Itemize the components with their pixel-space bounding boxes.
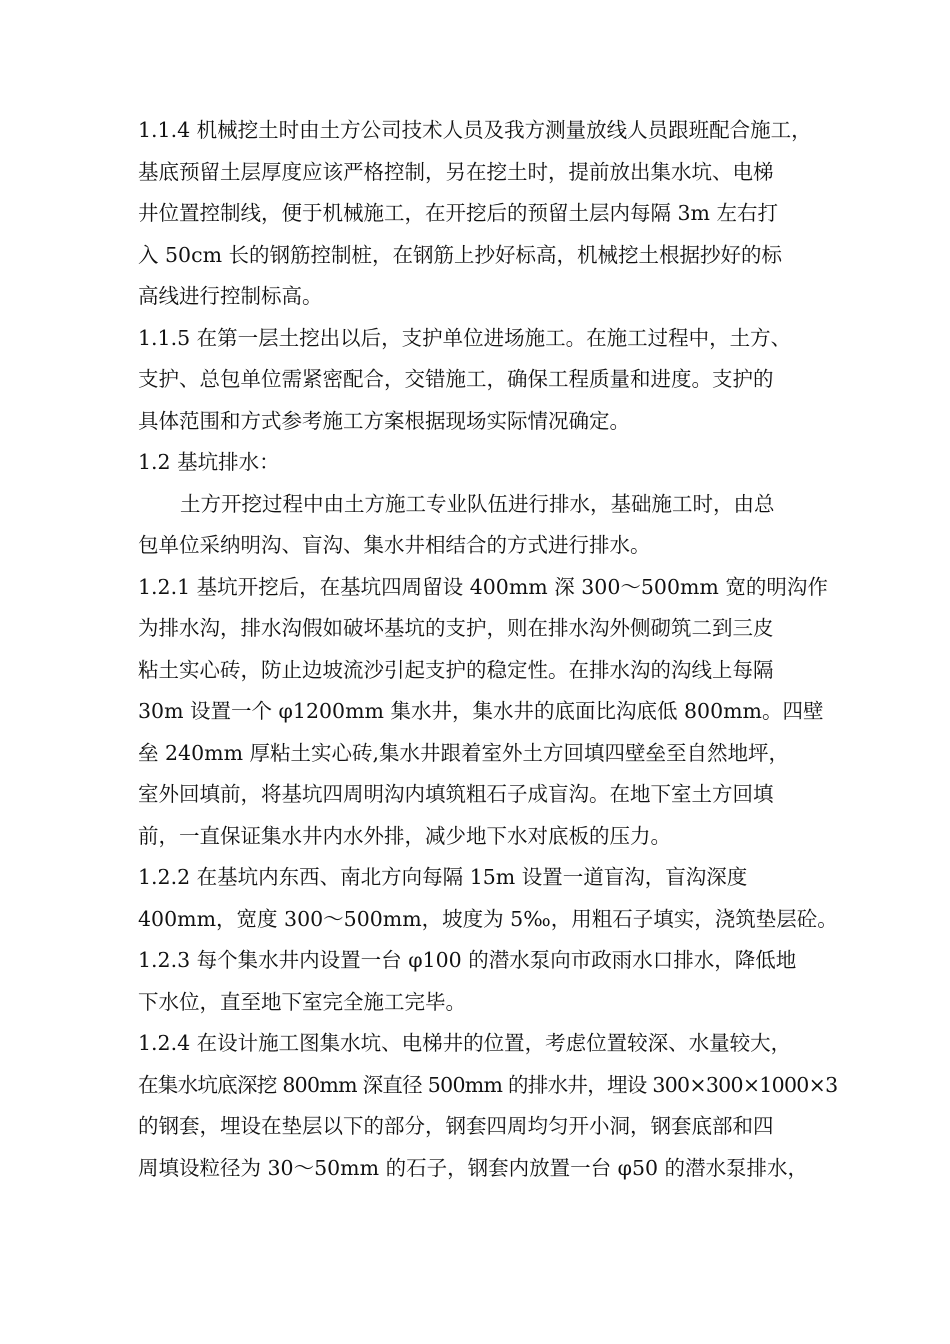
text-line: 垒 240mm 厚粘土实心砖,集水井跟着室外土方回填四壁垒至自然地坪， <box>138 740 790 765</box>
text-line: 具体范围和方式参考施工方案根据现场实际情况确定。 <box>138 408 630 433</box>
text-line: 400mm，宽度 300～500mm，坡度为 5‰，用粗石子填实，浇筑垫层砼。 <box>138 906 838 931</box>
text-line: 包单位采纳明沟、盲沟、集水井相结合的方式进行排水。 <box>138 533 651 557</box>
text-line: 1.2.1 基坑开挖后，在基坑四周留设 400mm 深 300～500mm 宽的明沟作 <box>138 574 828 599</box>
text-line: 土方开挖过程中由土方施工专业队伍进行排水，基础施工时，由总 <box>180 491 775 516</box>
section-heading: 1.2 基坑排水： <box>138 450 280 474</box>
text-line: 在集水坑底深挖 800mm 深直径 500mm 的排水井，埋设 300×300×1000×3 <box>138 1072 838 1097</box>
text-line: 基底预留土层厚度应该严格控制，另在挖土时，提前放出集水坑、电梯 <box>138 159 774 184</box>
text-line: 入 50cm 长的钢筋控制桩，在钢筋上抄好标高，机械挖土根据抄好的标 <box>138 242 783 267</box>
document-body <box>138 110 838 1189</box>
text-line: 为排水沟，排水沟假如破坏基坑的支护，则在排水沟外侧砌筑二到三皮 <box>138 616 774 640</box>
text-line: 高线进行控制标高。 <box>138 284 323 308</box>
text-line: 周填设粒径为 30～50mm 的石子，钢套内放置一台 φ50 的潜水泵排水， <box>138 1155 809 1180</box>
text-line: 下水位，直至地下室完全施工完毕。 <box>138 989 466 1014</box>
text-line: 1.2.4 在设计施工图集水坑、电梯井的位置，考虑位置较深、水量较大， <box>138 1031 792 1055</box>
text-line: 1.2.3 每个集水井内设置一台 φ100 的潜水泵向市政雨水口排水，降低地 <box>138 948 797 972</box>
text-line: 1.1.5 在第一层土挖出以后，支护单位进场施工。在施工过程中，土方、 <box>138 325 792 350</box>
text-line: 支护、总包单位需紧密配合，交错施工，确保工程质量和进度。支护的 <box>138 367 774 391</box>
text-line: 的钢套，埋设在垫层以下的部分，钢套四周均匀开小洞，钢套底部和四 <box>138 1114 774 1138</box>
text-line: 1.1.4 机械挖土时由土方公司技术人员及我方测量放线人员跟班配合施工， <box>138 118 812 142</box>
text-line: 井位置控制线，便于机械施工，在开挖后的预留土层内每隔 3m 左右打 <box>138 201 779 225</box>
text-line: 室外回填前，将基坑四周明沟内填筑粗石子成盲沟。在地下室土方回填 <box>138 782 774 806</box>
text-line: 30m 设置一个 φ1200mm 集水井，集水井的底面比沟底低 800mm。四壁 <box>138 699 824 723</box>
text-line: 1.2.2 在基坑内东西、南北方向每隔 15m 设置一道盲沟，盲沟深度 <box>138 865 748 889</box>
text-line: 粘土实心砖，防止边坡流沙引起支护的稳定性。在排水沟的沟线上每隔 <box>138 657 774 682</box>
text-line: 前，一直保证集水井内水外排，减少地下水对底板的压力。 <box>138 823 671 848</box>
